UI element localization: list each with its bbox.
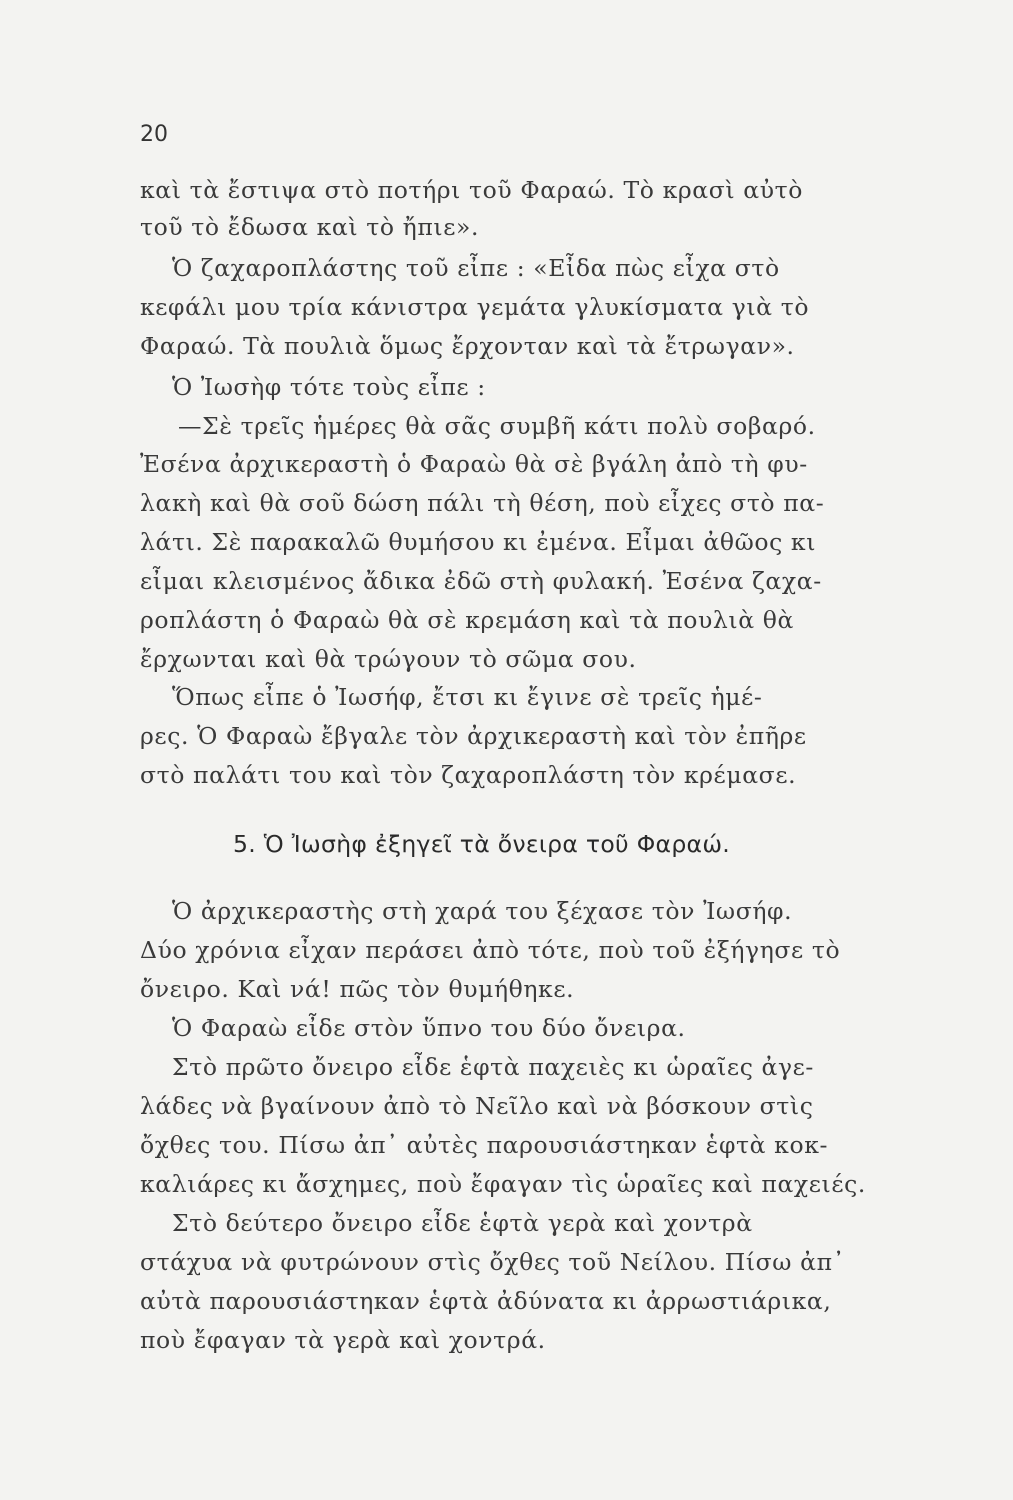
text-line: Ὁ ἀρχικεραστὴς στὴ χαρά του ξέχασε τὸν Ἰωσήφ. <box>172 897 793 925</box>
text-line: εἶμαι κλεισμένος ἄδικα ἐδῶ στὴ φυλακή. Ἐσένα ζαχα- <box>140 567 822 595</box>
text-line: λάτι. Σὲ παρακαλῶ θυμήσου κι ἐμένα. Εἶμαι ἀθῶος κι <box>140 528 817 556</box>
text-line: ὄχθες του. Πίσω ἀπ᾿ αὐτὲς παρουσιάστηκαν ἑφτὰ κοκ- <box>140 1131 829 1159</box>
text-line: Ὁ ζαχαροπλάστης τοῦ εἶπε : «Εἶδα πὼς εἶχα στὸ <box>172 254 780 282</box>
text-line: τοῦ τὸ ἔδωσα καὶ τὸ ἤπιε». <box>140 213 480 241</box>
text-line: καλιάρες κι ἄσχημες, ποὺ ἔφαγαν τὶς ὡραῖες καὶ παχειές. <box>140 1170 866 1198</box>
text-line: Ἐσένα ἀρχικεραστὴ ὁ Φαραὼ θὰ σὲ βγάλη ἀπὸ τὴ φυ- <box>140 450 808 478</box>
text-line: κεφάλι μου τρία κάνιστρα γεμάτα γλυκίσματα γιὰ τὸ <box>140 293 810 321</box>
text-line: ἔρχωνται καὶ θὰ τρώγουν τὸ σῶμα σου. <box>140 645 637 673</box>
text-line: ρες. Ὁ Φαραὼ ἔβγαλε τὸν ἀρχικεραστὴ καὶ τὸν ἐπῆρε <box>140 722 807 750</box>
page-number: 20 <box>140 122 168 147</box>
text-line: ροπλάστη ὁ Φαραὼ θὰ σὲ κρεμάση καὶ τὰ πουλιὰ θὰ <box>140 606 794 634</box>
text-line: Στὸ πρῶτο ὄνειρο εἶδε ἑφτὰ παχειὲς κι ὡραῖες ἀγε- <box>172 1053 814 1081</box>
text-line: Ὁ Φαραὼ εἶδε στὸν ὕπνο του δύο ὄνειρα. <box>172 1014 686 1042</box>
text-line: Δύο χρόνια εἶχαν περάσει ἀπὸ τότε, ποὺ τοῦ ἐξήγησε τὸ <box>140 936 841 964</box>
text-line: ὄνειρο. Καὶ νά! πῶς τὸν θυμήθηκε. <box>140 975 575 1003</box>
text-line: Ὁ Ἰωσὴφ τότε τοὺς εἶπε : <box>172 373 486 401</box>
text-line: στάχυα νὰ φυτρώνουν στὶς ὄχθες τοῦ Νείλου. Πίσω ἀπ᾿ <box>140 1248 845 1276</box>
text-line: Ὅπως εἶπε ὁ Ἰωσήφ, ἔτσι κι ἔγινε σὲ τρεῖς ἡμέ- <box>172 683 763 711</box>
text-line: —Σὲ τρεῖς ἡμέρες θὰ σᾶς συμβῆ κάτι πολὺ σοβαρό. <box>178 412 816 440</box>
text-line: καὶ τὰ ἔστιψα στὸ ποτήρι τοῦ Φαραώ. Τὸ κρασὶ αὐτὸ <box>140 176 803 204</box>
text-line: Φαραώ. Τὰ πουλιὰ ὅμως ἔρχονταν καὶ τὰ ἔτρωγαν». <box>140 332 795 360</box>
text-line: ποὺ ἔφαγαν τὰ γερὰ καὶ χοντρά. <box>140 1326 546 1354</box>
text-line: Στὸ δεύτερο ὄνειρο εἶδε ἑφτὰ γερὰ καὶ χοντρὰ <box>172 1209 753 1237</box>
text-line: λάδες νὰ βγαίνουν ἀπὸ τὸ Νεῖλο καὶ νὰ βόσκουν στὶς <box>140 1092 814 1120</box>
text-line: λακὴ καὶ θὰ σοῦ δώση πάλι τὴ θέση, ποὺ εἶχες στὸ πα- <box>140 489 825 517</box>
text-line: στὸ παλάτι του καὶ τὸν ζαχαροπλάστη τὸν κρέμασε. <box>140 761 797 789</box>
text-line: αὐτὰ παρουσιάστηκαν ἑφτὰ ἀδύνατα κι ἀρρωστιάρικα, <box>140 1287 832 1315</box>
section-heading: 5. Ὁ Ἰωσὴφ ἐξηγεῖ τὰ ὄνειρα τοῦ Φαραώ. <box>233 830 731 858</box>
